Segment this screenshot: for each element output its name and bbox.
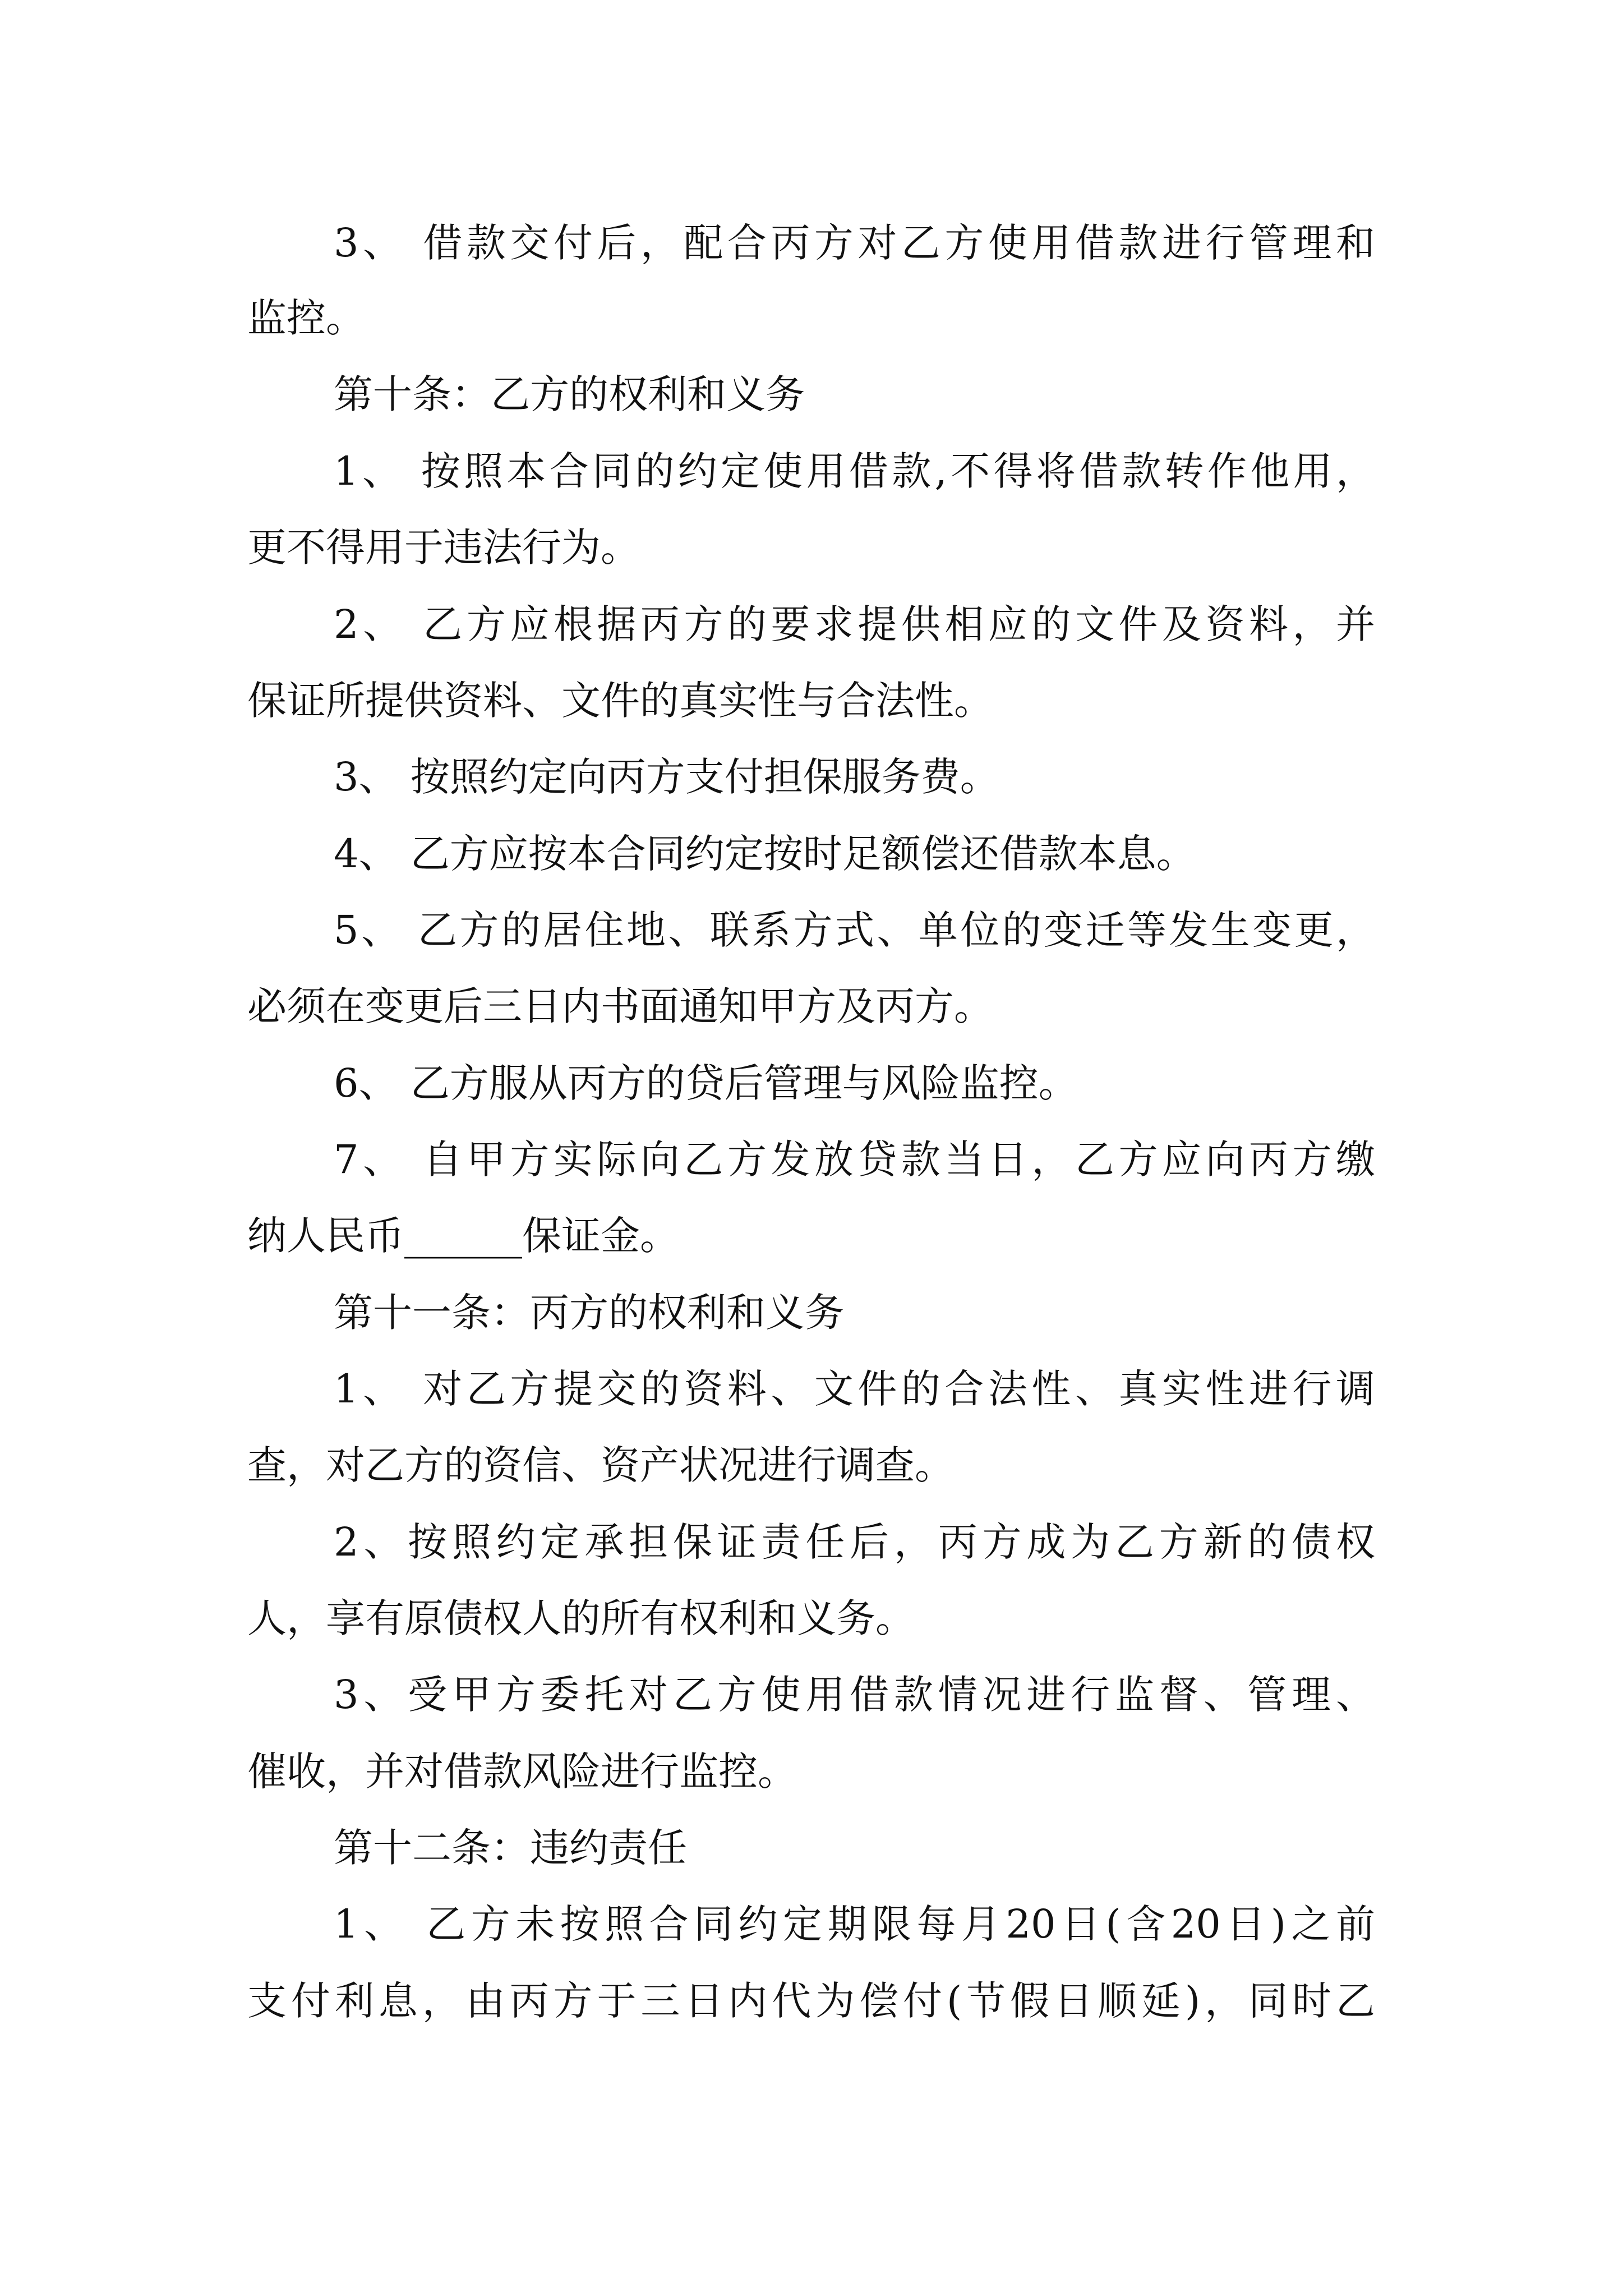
section-heading: 第十一条：丙方的权利和义务 [334, 1290, 844, 1336]
text-line: 催收，并对借款风险进行监控。 [247, 1749, 797, 1795]
text-line: 2、 乙方应根据丙方的要求提供相应的文件及资料，并 [334, 601, 1375, 647]
text-line: 1、 按照本合同的约定使用借款,不得将借款转作他用， [334, 448, 1375, 494]
text-line: 3、 按照约定向丙方支付担保服务费。 [334, 754, 999, 800]
text-line: 3、受甲方委托对乙方使用借款情况进行监督、管理、 [334, 1672, 1375, 1718]
text-line: 必须在变更后三日内书面通知甲方及丙方。 [247, 983, 993, 1029]
text-line: 查，对乙方的资信、资产状况进行调查。 [247, 1442, 954, 1488]
text-line: 支付利息，由丙方于三日内代为偿付(节假日顺延)，同时乙 [247, 1978, 1375, 2024]
text-line: 保证所提供资料、文件的真实性与合法性。 [247, 678, 993, 724]
text-line: 5、 乙方的居住地、联系方式、单位的变迁等发生变更， [334, 907, 1375, 953]
text-line: 人，享有原债权人的所有权利和义务。 [247, 1595, 915, 1641]
text-line: 7、 自甲方实际向乙方发放贷款当日，乙方应向丙方缴 [334, 1137, 1375, 1182]
text-line: 3、 借款交付后，配合丙方对乙方使用借款进行管理和 [334, 220, 1375, 266]
text-line: 6、 乙方服从丙方的贷后管理与风险监控。 [334, 1060, 1078, 1106]
section-heading: 第十条：乙方的权利和义务 [334, 371, 805, 417]
text-line: 监控。 [247, 295, 365, 341]
section-heading: 第十二条：违约责任 [334, 1825, 687, 1871]
text-line: 2、按照约定承担保证责任后，丙方成为乙方新的债权 [334, 1519, 1375, 1565]
text-line: 更不得用于违法行为。 [247, 524, 640, 570]
text-line: 4、 乙方应按本合同约定按时足额偿还借款本息。 [334, 831, 1196, 877]
text-line: 纳人民币______保证金。 [247, 1213, 679, 1259]
text-line: 1、 对乙方提交的资料、文件的合法性、真实性进行调 [334, 1366, 1375, 1412]
text-line: 1、 乙方未按照合同约定期限每月20日(含20日)之前 [334, 1901, 1375, 1947]
